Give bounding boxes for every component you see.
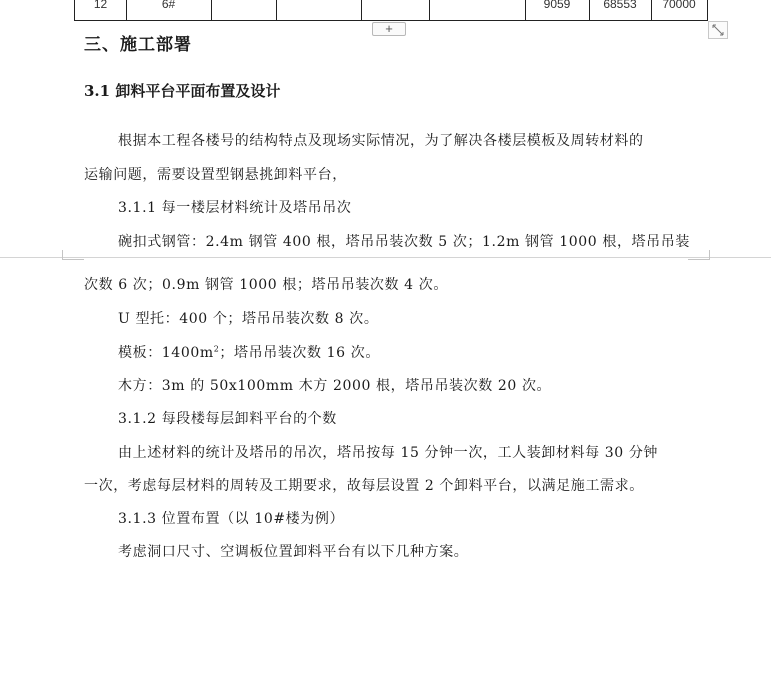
table-add-row-button[interactable]: +	[372, 22, 406, 36]
superscript: 2	[213, 344, 220, 354]
table-fragment	[74, 0, 708, 21]
formwork-text: 模板：1400m	[118, 345, 214, 361]
paragraph-line: 3.1.3 位置布置（以 10#楼为例）	[118, 511, 345, 527]
paragraph-line: 碗扣式钢管：2.4m 钢管 400 根，塔吊吊装次数 5 次；1.2m 钢管 1000 根，塔吊吊装	[118, 234, 690, 250]
paragraph-line: U 型托：400 个；塔吊吊装次数 8 次。	[118, 311, 379, 327]
paragraph-line: 考虑洞口尺寸、空调板位置卸料平台有以下几种方案。	[118, 544, 469, 560]
table-cell: 68553	[589, 0, 652, 20]
paragraph-line: 由上述材料的统计及塔吊的吊次，塔吊按每 15 分钟一次，工人装卸材料每 30 分钟	[118, 445, 659, 461]
paragraph-line: 3.1.1 每一楼层材料统计及塔吊吊次	[118, 200, 352, 216]
section-title: 三、施工部署	[84, 35, 192, 55]
page-break-line	[0, 257, 771, 258]
paragraph-line: 3.1.2 每段楼每层卸料平台的个数	[118, 411, 337, 427]
table-cell	[276, 0, 362, 20]
paragraph-line: 运输问题，需要设置型钢悬挑卸料平台，	[84, 167, 347, 183]
table-cell	[361, 0, 430, 20]
paragraph-line: 木方：3m 的 50x100mm 木方 2000 根，塔吊吊装次数 20 次。	[118, 378, 552, 394]
table-cell: 70000	[651, 0, 708, 20]
table-cell: 12	[75, 0, 127, 20]
margin-marker	[62, 250, 84, 260]
expand-arrows-icon[interactable]	[708, 21, 728, 39]
paragraph-line: 根据本工程各楼号的结构特点及现场实际情况，为了解决各楼层模板及周转材料的	[118, 133, 644, 149]
paragraph-line: 一次，考虑每层材料的周转及工期要求，故每层设置 2 个卸料平台，以满足施工需求。	[84, 478, 644, 494]
formwork-text-rest: ；塔吊吊装次数 16 次。	[219, 345, 380, 361]
table-cell	[429, 0, 526, 20]
table-cell: 9059	[525, 0, 590, 20]
paragraph-line	[118, 342, 380, 362]
paragraph-line: 次数 6 次；0.9m 钢管 1000 根；塔吊吊装次数 4 次。	[84, 277, 448, 293]
table-cell: 6#	[126, 0, 212, 20]
subsection-title: 3.1 卸料平台平面布置及设计	[84, 82, 281, 100]
table-cell	[211, 0, 277, 20]
margin-marker	[688, 250, 710, 260]
